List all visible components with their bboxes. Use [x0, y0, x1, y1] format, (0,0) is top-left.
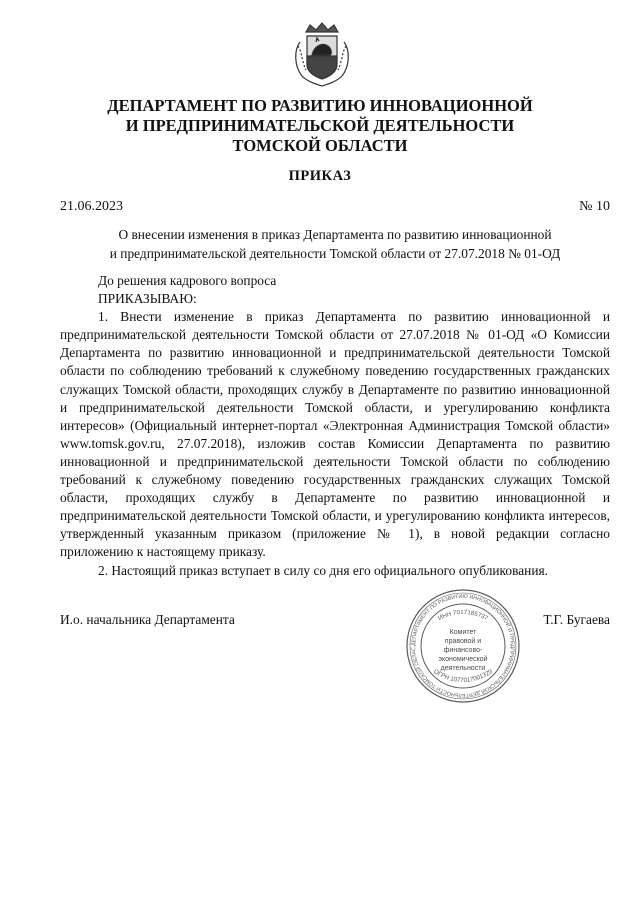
seal-inn: ИНН 7017185737 — [437, 608, 489, 623]
seal-ogrn: ОГРН 1077017001329 — [432, 668, 494, 685]
signatory-position: И.о. начальника Департамента — [60, 612, 235, 627]
coat-of-arms-icon — [292, 22, 352, 88]
seal-line-5: деятельности — [440, 665, 486, 672]
order-number: № 10 — [579, 199, 610, 214]
official-seal-icon — [404, 587, 522, 705]
seal-line-4: экономической — [438, 656, 488, 663]
order-item-2: 2. Настоящий приказ вступает в силу со дня его официального опубликования. — [98, 562, 548, 578]
seal-ring-text: ДЕПАРТАМЕНТ ПО РАЗВИТИЮ ИННОВАЦИОННОЙ И ПРЕДПРИНИМАТЕЛЬСКОЙ ДЕЯТЕЛЬНОСТИ ТОМСКОЙ ОБЛАС — [410, 593, 516, 699]
command-word: ПРИКАЗЫВАЮ: — [98, 291, 197, 307]
subject-line-2: и предпринимательской деятельности Томской области от 27.07.2018 № 01-ОД — [109, 246, 561, 261]
subject-line-1: О внесении изменения в приказ Департамента по развитию инновационной — [118, 227, 552, 242]
seal-line-3: финансово- — [443, 647, 483, 654]
signatory-name: Т.Г. Бугаева — [543, 612, 610, 627]
department-line-1: ДЕПАРТАМЕНТ ПО РАЗВИТИЮ ИННОВАЦИОННОЙ — [107, 96, 533, 115]
order-body — [60, 272, 610, 580]
department-line-3: ТОМСКОЙ ОБЛАСТИ — [232, 136, 408, 155]
order-item-1: 1. Внести изменение в приказ Департамента по развитию инновационной и предпринимательской деятельности Томской области от 27.07.2018 № 01-ОД «О Комиссии Департамента по развитию инновационной и предпринимательской деятельности Томской области по соблюдению требований к служебному поведению государственных гражданских служащих Томской области, проходящих службу в Департаменте по развитию инновационной и предпринимательской деятельности Томской области, и урегулированию конфликта интересов» (Официальный интернет-портал «Электронная Администрация Томской области» www.tomsk.gov.ru, 27.07.2018), изложив состав Комиссии Департамента по развитию инновационной и предпринимательской деятельности Томской области по соблюдению требований к служебному поведению государственных гражданских служащих Томской области, проходящих службу в Департаменте по развитию инновационной и предпринимательской деятельности Томской области, и урегулированию конфликта интересов, утвержденный указанным приказом (приложение № 1), в новой редакции согласно приложению к настоящему приказу. — [60, 309, 610, 560]
department-line-2: И ПРЕДПРИНИМАТЕЛЬСКОЙ ДЕЯТЕЛЬНОСТИ — [125, 116, 515, 135]
svg-text:ИНН 7017185737 — [437, 609, 489, 622]
order-title: ПРИКАЗ — [288, 168, 352, 184]
order-date: 21.06.2023 — [60, 199, 123, 214]
department-heading — [0, 96, 640, 156]
seal-line-2: правовой и — [444, 638, 482, 645]
order-subject — [60, 225, 610, 263]
seal-line-1: Комитет — [449, 629, 477, 636]
preamble: До решения кадрового вопроса — [98, 273, 277, 288]
